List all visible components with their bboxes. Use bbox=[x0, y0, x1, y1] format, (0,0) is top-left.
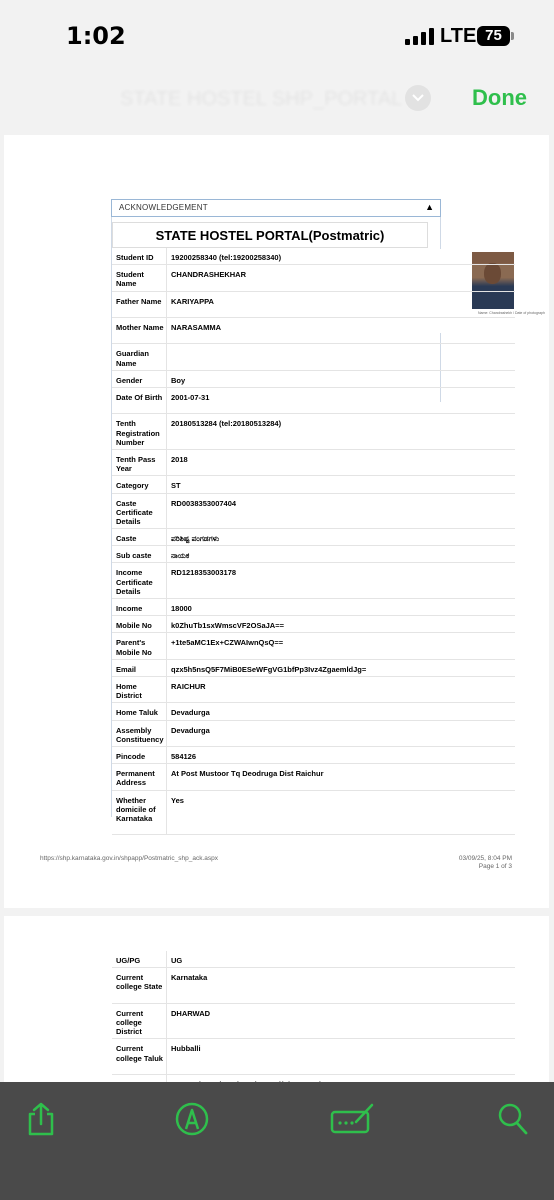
bottom-toolbar bbox=[0, 1082, 554, 1200]
table-row bbox=[112, 660, 515, 677]
column-divider bbox=[166, 633, 167, 658]
nav-bar bbox=[0, 72, 554, 126]
column-divider bbox=[166, 292, 167, 317]
table-row bbox=[112, 388, 515, 414]
column-divider bbox=[166, 951, 167, 967]
column-divider bbox=[166, 371, 167, 387]
column-divider bbox=[166, 703, 167, 719]
battery-tip bbox=[511, 32, 514, 40]
field-value: +1te5aMC1Ex+CZWAIwnQsQ== bbox=[171, 638, 284, 648]
column-divider bbox=[166, 968, 167, 1003]
field-value: 584126 bbox=[171, 751, 197, 761]
column-divider bbox=[166, 616, 167, 632]
table-row bbox=[112, 616, 515, 633]
field-label: Caste Certificate Details bbox=[116, 498, 153, 526]
field-value: RD0038353007404 bbox=[171, 498, 237, 508]
table-row bbox=[112, 721, 515, 747]
column-divider bbox=[166, 546, 167, 562]
chevron-up-icon: ▲ bbox=[425, 202, 434, 212]
chevron-down-icon bbox=[412, 94, 424, 102]
field-value: k0ZhuTb1sxWmscVF2OSaJA== bbox=[171, 621, 284, 631]
field-label: Email bbox=[116, 664, 137, 674]
field-label: Current college Taluk bbox=[116, 1044, 163, 1063]
field-label: Current college State bbox=[116, 973, 163, 992]
search-icon bbox=[497, 1102, 529, 1136]
field-label: Date Of Birth bbox=[116, 392, 163, 402]
column-divider bbox=[166, 450, 167, 475]
field-label: Guardian Name bbox=[116, 349, 149, 368]
field-value: ಪರಿಶಿಷ್ಟ ಪಂಗಡಗಳು bbox=[171, 534, 220, 544]
column-divider bbox=[166, 764, 167, 789]
field-value: 2001-07-31 bbox=[171, 392, 210, 402]
network-type: LTE bbox=[440, 25, 477, 47]
field-value: 20180513284 (tel:20180513284) bbox=[171, 419, 282, 429]
table-row bbox=[112, 791, 515, 836]
table-row bbox=[112, 344, 515, 370]
field-label: Tenth Pass Year bbox=[116, 454, 156, 474]
field-label: Mother Name bbox=[116, 322, 164, 332]
field-label: Income Certificate Details bbox=[116, 568, 153, 596]
title-menu-button[interactable] bbox=[405, 85, 431, 111]
field-label: Home District bbox=[116, 682, 142, 701]
table-row bbox=[112, 414, 515, 450]
photo-caption: Name: Chandrashekh / Date of photograph bbox=[478, 311, 545, 315]
column-divider bbox=[166, 414, 167, 449]
field-label: Whether domicile of Karnataka bbox=[116, 795, 156, 823]
field-label: Student ID bbox=[116, 253, 154, 262]
table-row bbox=[112, 764, 515, 790]
table-row bbox=[112, 1004, 515, 1040]
footer-date-block bbox=[459, 855, 512, 871]
page-number: Page 1 of 3 bbox=[478, 863, 512, 870]
column-divider bbox=[166, 660, 167, 676]
column-divider bbox=[166, 1039, 167, 1074]
field-label: Mobile No bbox=[116, 621, 152, 631]
field-value: RAICHUR bbox=[171, 682, 206, 692]
field-value: ST bbox=[171, 481, 181, 491]
field-label: Gender bbox=[116, 375, 143, 385]
column-divider bbox=[166, 563, 167, 598]
field-label: Parent's Mobile No bbox=[116, 638, 152, 657]
column-divider bbox=[166, 248, 167, 264]
table-row bbox=[112, 529, 515, 546]
column-divider bbox=[166, 677, 167, 702]
column-divider bbox=[166, 599, 167, 615]
column-divider bbox=[166, 721, 167, 746]
markup-icon bbox=[175, 1102, 209, 1136]
acknowledgement-header[interactable] bbox=[111, 199, 441, 217]
field-value: Karnataka bbox=[171, 973, 208, 983]
field-value: Yes bbox=[171, 795, 184, 805]
field-label: Home Taluk bbox=[116, 708, 158, 718]
college-details-table bbox=[112, 951, 515, 1082]
field-value: 19200258340 (tel:19200258340) bbox=[171, 253, 282, 262]
field-label: Father Name bbox=[116, 296, 162, 306]
table-row bbox=[112, 703, 515, 720]
table-row bbox=[112, 1039, 515, 1075]
document-title: STATE HOSTEL SHP_PORTAL bbox=[120, 88, 403, 110]
field-value: KARIYAPPA bbox=[171, 296, 214, 306]
field-value: ನಾಯಕ bbox=[171, 551, 190, 561]
clock: 1:02 bbox=[66, 22, 126, 50]
table-row bbox=[112, 563, 515, 599]
column-divider bbox=[166, 529, 167, 545]
table-row bbox=[112, 546, 515, 563]
status-bar bbox=[0, 0, 554, 70]
field-value: Devadurga bbox=[171, 708, 210, 718]
table-row bbox=[112, 677, 515, 703]
table-row bbox=[112, 265, 515, 291]
column-divider bbox=[166, 1004, 167, 1039]
table-row bbox=[112, 747, 515, 764]
table-row bbox=[112, 951, 515, 968]
field-label: Assembly Constituency bbox=[116, 725, 164, 744]
column-divider bbox=[166, 747, 167, 763]
field-label: Category bbox=[116, 481, 149, 491]
student-details-table bbox=[112, 248, 515, 835]
field-label: UG/PG bbox=[116, 956, 141, 965]
field-label: Permanent Address bbox=[116, 769, 155, 788]
field-value: Hubballi bbox=[171, 1044, 201, 1054]
table-row bbox=[112, 371, 515, 388]
table-row bbox=[112, 248, 515, 265]
field-label: Student Name bbox=[116, 270, 144, 289]
table-row bbox=[112, 318, 515, 344]
field-value: Boy bbox=[171, 375, 186, 385]
field-value: CHANDRASHEKHAR bbox=[171, 270, 246, 280]
field-label: Current college District bbox=[116, 1008, 144, 1037]
field-value: At Post Mustoor Tq Deodruga Dist Raichur bbox=[171, 769, 324, 779]
field-label: Income bbox=[116, 604, 143, 614]
table-row bbox=[112, 968, 515, 1004]
field-label: Tenth Registration Number bbox=[116, 419, 160, 447]
footer-date: 03/09/25, 8:04 PM bbox=[458, 855, 512, 862]
table-row bbox=[112, 450, 515, 476]
field-value: UG bbox=[171, 956, 183, 965]
signature-button[interactable] bbox=[330, 1102, 376, 1139]
table-row bbox=[112, 494, 515, 530]
table-row bbox=[112, 292, 515, 318]
field-value: 2018 bbox=[171, 454, 188, 464]
field-label: Sub caste bbox=[116, 551, 152, 561]
portal-title: STATE HOSTEL PORTAL(Postmatric) bbox=[155, 228, 385, 243]
share-icon bbox=[26, 1102, 56, 1136]
search-button[interactable] bbox=[497, 1102, 529, 1141]
field-value: Devadurga bbox=[171, 725, 210, 735]
field-value: RD1218353003178 bbox=[171, 568, 237, 578]
table-row bbox=[112, 476, 515, 493]
field-label: Pincode bbox=[116, 751, 146, 761]
column-divider bbox=[166, 344, 167, 369]
footer-url: https://shp.karnataka.gov.in/shpapp/Postmatric_shp_ack.aspx bbox=[40, 855, 219, 862]
field-value: qzx5h5nsQ5F7MiB0ESeWFgVG1bfPp3Ivz4ZgaemldJg= bbox=[171, 664, 367, 674]
column-divider bbox=[166, 494, 167, 529]
done-button[interactable]: Done bbox=[472, 85, 527, 110]
column-divider bbox=[166, 791, 167, 835]
column-divider bbox=[166, 388, 167, 413]
field-value: NARASAMMA bbox=[171, 322, 221, 332]
acknowledgement-label: ACKNOWLEDGEMENT bbox=[119, 203, 208, 212]
markup-button[interactable] bbox=[175, 1102, 209, 1141]
table-row bbox=[112, 633, 515, 659]
field-value: DHARWAD bbox=[171, 1008, 211, 1018]
column-divider bbox=[166, 265, 167, 290]
table-row bbox=[112, 599, 515, 616]
field-label: Caste bbox=[116, 534, 137, 544]
signal-icon bbox=[405, 28, 434, 45]
column-divider bbox=[166, 318, 167, 343]
share-button[interactable] bbox=[26, 1102, 56, 1141]
battery-icon: 75 bbox=[477, 26, 510, 46]
signature-icon bbox=[330, 1102, 376, 1134]
field-value: 18000 bbox=[171, 604, 192, 614]
column-divider bbox=[166, 476, 167, 492]
